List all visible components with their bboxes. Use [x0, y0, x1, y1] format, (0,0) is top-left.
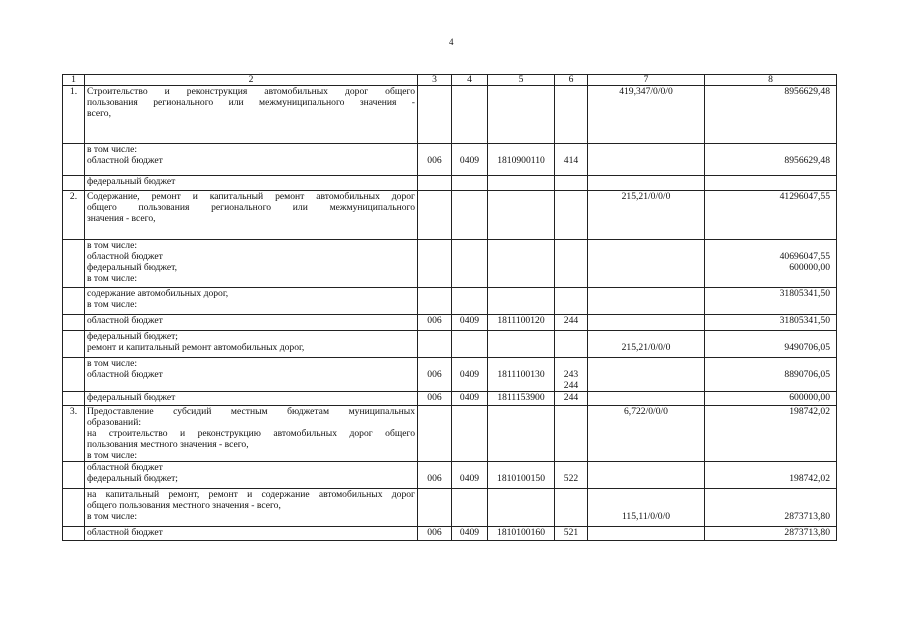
header-cell: 2 — [85, 75, 418, 86]
amount-cell: 31805341,50 — [705, 288, 837, 315]
row-number-cell — [63, 176, 85, 191]
row-number-cell — [63, 331, 85, 358]
description-line: областной бюджет — [87, 527, 163, 538]
table-row — [63, 191, 837, 240]
section-code-cell — [452, 176, 488, 191]
page-number: 4 — [449, 37, 454, 47]
description-cell — [85, 191, 418, 240]
section-code-cell: 0409 — [452, 462, 488, 489]
capacity-cell — [588, 462, 705, 489]
description-line: в том числе: — [87, 358, 138, 369]
target-article-cell — [488, 176, 555, 191]
capacity-cell — [588, 358, 705, 392]
expense-type-cell — [555, 489, 588, 527]
amount-cell: 31805341,50 — [705, 315, 837, 331]
capacity-cell — [588, 288, 705, 315]
amount-cell: 2873713,80 — [705, 527, 837, 541]
row-number-cell: 2. — [63, 191, 85, 240]
description-cell — [85, 392, 418, 406]
description-cell — [85, 406, 418, 462]
table-row — [63, 392, 837, 406]
table-header-row — [63, 75, 837, 86]
row-number-cell — [63, 392, 85, 406]
target-article-cell: 1811100120 — [488, 315, 555, 331]
ministry-code-cell: 006 — [418, 392, 452, 406]
description-line: федеральный бюджет, — [87, 262, 177, 273]
ministry-code-cell — [418, 406, 452, 462]
description-line: областной бюджет — [87, 369, 163, 380]
header-cell: 5 — [488, 75, 555, 86]
description-line: областной бюджет — [87, 315, 163, 326]
capacity-cell — [588, 392, 705, 406]
capacity-cell: 419,347/0/0/0 — [588, 86, 705, 144]
expense-type-cell — [555, 191, 588, 240]
target-article-cell — [488, 86, 555, 144]
description-line: областной бюджет — [87, 251, 163, 262]
amount-cell: 198742,02 — [705, 462, 837, 489]
row-number-cell — [63, 527, 85, 541]
description-line: пользования местного значения - всего, — [87, 439, 249, 450]
expense-type-cell: 243 244 — [555, 358, 588, 392]
target-article-cell — [488, 191, 555, 240]
expense-type-cell — [555, 331, 588, 358]
description-cell — [85, 315, 418, 331]
description-line: в том числе: — [87, 273, 138, 284]
capacity-cell: 215,21/0/0/0 — [588, 191, 705, 240]
section-code-cell: 0409 — [452, 315, 488, 331]
description-cell — [85, 331, 418, 358]
description-line: в том числе: — [87, 299, 138, 310]
section-code-cell: 0409 — [452, 392, 488, 406]
description-cell — [85, 176, 418, 191]
expense-type-cell: 414 — [555, 144, 588, 176]
capacity-cell — [588, 176, 705, 191]
row-number-cell — [63, 358, 85, 392]
description-line: областной бюджет — [87, 155, 163, 166]
row-number-cell — [63, 462, 85, 489]
target-article-cell — [488, 489, 555, 527]
table-row — [63, 331, 837, 358]
header-cell: 1 — [63, 75, 85, 86]
row-number-cell: 3. — [63, 406, 85, 462]
description-line: всего, — [87, 108, 111, 119]
table-row — [63, 240, 837, 288]
description-cell — [85, 144, 418, 176]
capacity-cell — [588, 240, 705, 288]
header-cell: 8 — [705, 75, 837, 86]
expense-type-cell — [555, 406, 588, 462]
row-number-cell — [63, 489, 85, 527]
ministry-code-cell — [418, 489, 452, 527]
amount-cell: 40696047,55 600000,00 — [705, 240, 837, 288]
description-line: федеральный бюджет — [87, 176, 176, 187]
section-code-cell — [452, 240, 488, 288]
description-line: на строительство и реконструкцию автомобильных дорог общего — [87, 428, 415, 439]
table-row — [63, 358, 837, 392]
description-line: образований: — [87, 417, 141, 428]
table-row — [63, 527, 837, 541]
expense-type-cell — [555, 240, 588, 288]
table-row — [63, 406, 837, 462]
target-article-cell: 1811153900 — [488, 392, 555, 406]
description-line: Строительство и реконструкция автомобильных дорог общего — [87, 86, 415, 97]
description-line: на капитальный ремонт, ремонт и содержание автомобильных дорог — [87, 489, 415, 500]
description-line: Содержание, ремонт и капитальный ремонт автомобильных дорог — [87, 191, 415, 202]
description-line: в том числе: — [87, 450, 138, 461]
description-line: областной бюджет — [87, 462, 163, 473]
section-code-cell — [452, 288, 488, 315]
description-line: в том числе: — [87, 144, 138, 155]
capacity-cell: 115,11/0/0/0 — [588, 489, 705, 527]
header-cell: 3 — [418, 75, 452, 86]
description-line: в том числе: — [87, 511, 138, 522]
description-cell — [85, 86, 418, 144]
description-line: пользования регионального или межмуниципального значения - — [87, 97, 415, 108]
header-cell: 6 — [555, 75, 588, 86]
target-article-cell — [488, 406, 555, 462]
table-row — [63, 288, 837, 315]
row-number-cell — [63, 240, 85, 288]
expense-type-cell: 244 — [555, 392, 588, 406]
description-line: ремонт и капитальный ремонт автомобильных дорог, — [87, 342, 305, 353]
target-article-cell: 1810900110 — [488, 144, 555, 176]
ministry-code-cell: 006 — [418, 462, 452, 489]
expense-type-cell: 521 — [555, 527, 588, 541]
description-line: значения - всего, — [87, 213, 156, 224]
table-row — [63, 462, 837, 489]
amount-cell: 8956629,48 — [705, 144, 837, 176]
header-cell: 4 — [452, 75, 488, 86]
amount-cell: 2873713,80 — [705, 489, 837, 527]
section-code-cell: 0409 — [452, 144, 488, 176]
ministry-code-cell: 006 — [418, 144, 452, 176]
description-line: содержание автомобильных дорог, — [87, 288, 229, 299]
section-code-cell — [452, 86, 488, 144]
target-article-cell — [488, 331, 555, 358]
section-code-cell: 0409 — [452, 527, 488, 541]
amount-cell: 9490706,05 — [705, 331, 837, 358]
section-code-cell — [452, 489, 488, 527]
target-article-cell: 1811100130 — [488, 358, 555, 392]
table-row — [63, 315, 837, 331]
expense-type-cell: 522 — [555, 462, 588, 489]
target-article-cell — [488, 240, 555, 288]
target-article-cell: 1810100150 — [488, 462, 555, 489]
description-line: в том числе: — [87, 240, 138, 251]
ministry-code-cell — [418, 240, 452, 288]
section-code-cell — [452, 406, 488, 462]
description-cell — [85, 288, 418, 315]
table-row — [63, 144, 837, 176]
table-row — [63, 489, 837, 527]
description-cell — [85, 462, 418, 489]
table-row — [63, 86, 837, 144]
ministry-code-cell: 006 — [418, 315, 452, 331]
ministry-code-cell — [418, 86, 452, 144]
description-cell — [85, 527, 418, 541]
capacity-cell — [588, 315, 705, 331]
amount-cell: 600000,00 — [705, 392, 837, 406]
ministry-code-cell — [418, 331, 452, 358]
description-line: федеральный бюджет; — [87, 331, 178, 342]
ministry-code-cell: 006 — [418, 527, 452, 541]
expense-type-cell — [555, 86, 588, 144]
ministry-code-cell — [418, 288, 452, 315]
amount-cell: 8890706,05 — [705, 358, 837, 392]
description-cell — [85, 358, 418, 392]
budget-table — [62, 74, 837, 541]
capacity-cell — [588, 527, 705, 541]
amount-cell: 41296047,55 — [705, 191, 837, 240]
capacity-cell — [588, 144, 705, 176]
description-line: федеральный бюджет; — [87, 473, 178, 484]
amount-cell — [705, 176, 837, 191]
section-code-cell — [452, 191, 488, 240]
header-cell: 7 — [588, 75, 705, 86]
description-line: общего пользования регионального или межмуниципального — [87, 202, 415, 213]
description-line: общего пользования местного значения - всего, — [87, 500, 281, 511]
section-code-cell: 0409 — [452, 358, 488, 392]
row-number-cell — [63, 144, 85, 176]
row-number-cell — [63, 315, 85, 331]
row-number-cell — [63, 288, 85, 315]
ministry-code-cell: 006 — [418, 358, 452, 392]
target-article-cell — [488, 288, 555, 315]
expense-type-cell — [555, 176, 588, 191]
amount-cell: 198742,02 — [705, 406, 837, 462]
table-row — [63, 176, 837, 191]
description-line: Предоставление субсидий местным бюджетам муниципальных — [87, 406, 415, 417]
amount-cell: 8956629,48 — [705, 86, 837, 144]
capacity-cell: 6,722/0/0/0 — [588, 406, 705, 462]
description-cell — [85, 240, 418, 288]
section-code-cell — [452, 331, 488, 358]
capacity-cell: 215,21/0/0/0 — [588, 331, 705, 358]
row-number-cell: 1. — [63, 86, 85, 144]
description-line: федеральный бюджет — [87, 392, 176, 403]
target-article-cell: 1810100160 — [488, 527, 555, 541]
expense-type-cell — [555, 288, 588, 315]
ministry-code-cell — [418, 176, 452, 191]
ministry-code-cell — [418, 191, 452, 240]
description-cell — [85, 489, 418, 527]
expense-type-cell: 244 — [555, 315, 588, 331]
